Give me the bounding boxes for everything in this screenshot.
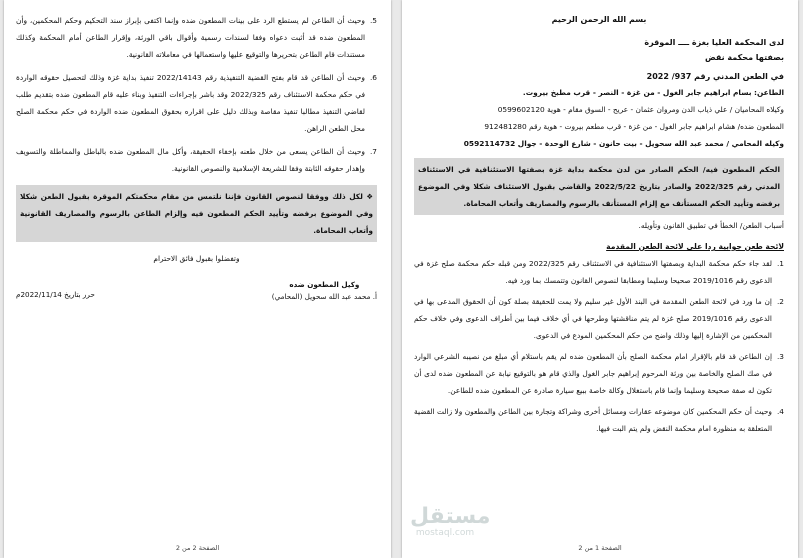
request-paragraph: ❖ لكل ذلك ووفقا لنصوص القانون فإننا نلتمس من مقام محكمتكم الموقرة بقبول الطعن شكلا وفي الموضوع برفضه وتأييد الحكم المطعون فيه وإلزام الطاعن بالرسوم والمصاريف القانونية وأتعاب المحاماة. — [16, 185, 377, 242]
court-name: لدى المحكمة العليا بغزة ــــ الموقرة — [644, 38, 784, 47]
respondent: المطعون ضده/ هشام ابراهيم جابر الغول - من غزة - قرب مطعم بيروت - هوية رقم 912481280 — [484, 122, 784, 131]
basmala: بسم الله الرحمن الرحيم — [551, 15, 647, 24]
list-item: 5. وحيث أن الطاعن لم يستطع الرد على بينات المطعون ضده وإنما اكتفى بإبراز سند التحكيم وحكم المحكمين، وأن المطعون ضده قد أثبت دعواه وفقا لسندات رسمية وأقوال باقي الورثة، وإقرار الطاعن أمام المحكمة وكذلك مستندات قام الطاعن بتحريرها والتوقيع عليها واستعمالها في معاملاته القانونية. — [16, 16, 377, 59]
section-title: لائحة طعن جوابية ردا على لائحة الطعن المقدمة — [606, 242, 784, 251]
contested-judgment: الحكم المطعون فيه/ الحكم الصادر من لدن محكمة بداية غزة بصفتها الاستئنافية في الاستئناف المدني رقم 2022/325 والصادر بتاريخ 2022/5/22 والقاضي بقبول الاستئناف شكلا وفي الموضوع برفضه وتأييد الحكم المستأنف مع إلزام المستأنف بالرسوم والمصاريف وأتعاب المحاماة. — [414, 158, 784, 215]
signature: وكيل المطعون ضده أ. محمد عبد الله سحويل (المحامي) — [271, 280, 377, 301]
appeal-reasons: أسباب الطعن/ الخطأ في تطبيق القانون وتأويله. — [638, 221, 784, 230]
court-role: بصفتها محكمة نقض — [704, 53, 784, 62]
watermark-logo: مستقل mostaql.com — [410, 504, 491, 538]
page-footer: الصفحة 2 من 2 — [175, 544, 220, 552]
document-page-2 — [4, 0, 391, 558]
list-item: 6. وحيث أن الطاعن قد قام بفتح القضية التنفيذية رقم 2022/14143 تنفيذ بداية غزة وذلك لتحصيل حقوقه الواردة في حكم محكمة الاستئناف رقم 2022/325 وقد باشر بإجراءات التنفيذ وبناء عليه قام المطعون ضده بتقديم طلب لقاضي التنفيذ مطالبا تنفيذ مقاصة وبذلك دليل على اقراره بحقوق المطعون ضده الواردة في حكم محكمة الصلح محل الطعن الراهن. — [16, 73, 377, 133]
list-item: 1. لقد جاء حكم محكمة البداية وبصفتها الاستئنافية في الاستئناف رقم 2022/325 ومن قبله حكم محكمة صلح غزة في الدعوى رقم 2019/1016 صحيحا وسليما ومطابقا لنصوص القانون وتتمسك بما ورد فيه. — [414, 259, 784, 285]
list-item: 2. إن ما ورد في لائحة الطعن المقدمة في البند الأول غير سليم ولا يمت للحقيقة بصلة كون أن الحقوق المدعى بها في الدعوى رقم 2019/1016 صلح غزة لم يتم مناقشتها وطرحها في أي خلاف فيما بين أطراف الدعوى وفي خلاف حكم المحكمين من الإشارة إليها وذلك واضح من حكم المحكمين المودع في الدعوى. — [414, 297, 784, 340]
list-item: 3. إن الطاعن قد قام بالإقرار امام محكمة الصلح بأن المطعون ضده لم يقم باستلام أي مبلغ من نصيبه الشرعي الوارد في صك الصلح والخاصة بين ورثة المرحوم إبراهيم جابر الغول والذي قام هو بالتوقيع نيابة عن المطعون ضده لدى أن تكون له صفة صحيحة وسليما وإنما قام باستغلال وكالة خاصة ببيع سيارة صادرة عن المطعون ضده للطاعن. — [414, 352, 784, 395]
closing-line: وتفضلوا بقبول فائق الاحترام — [153, 254, 240, 263]
document-page-1 — [402, 0, 798, 558]
page-footer: الصفحة 1 من 2 — [578, 544, 622, 552]
issue-date: حرر بتاريخ 2022/11/14م — [16, 290, 95, 299]
appellant-lawyers: وكيلاه المحاميان / علي ذياب الدن ومروان عثمان - عريح - السوق مقام - هوية 0599602120 — [497, 105, 784, 114]
case-number: في الطعن المدني رقم 937/ 2022 — [646, 72, 784, 81]
respondent-lawyer: وكيله المحامي / محمد عبد الله سحويل - بيت حانون - شارع الوحدة - جوال 0592114732 — [463, 139, 784, 148]
list-item: 4. وحيث أن حكم المحكمين كان موضوعه عقارات ومسائل أخرى وشراكة وتجارة بين الطاعن والمطعون ولا زالت القضية المتعلقة به منظورة امام محكمة النقض ولم يتم البت فيها. — [414, 407, 784, 433]
signature-block — [16, 279, 377, 303]
appellant: الطاعن: بسام ابراهيم جابر الغول - من غزة - النصر - قرب مطبخ بيروت. — [522, 88, 784, 97]
list-item: 7. وحيث أن الطاعن يسعى من خلال طعنه بإخفاء الحقيقة، وأكل مال المطعون ضده بالباطل والمماطلة والتسويف وإهدار حقوقه الثابتة وفقا للشريعة الإسلامية والنصوص القانونية. — [16, 147, 377, 173]
